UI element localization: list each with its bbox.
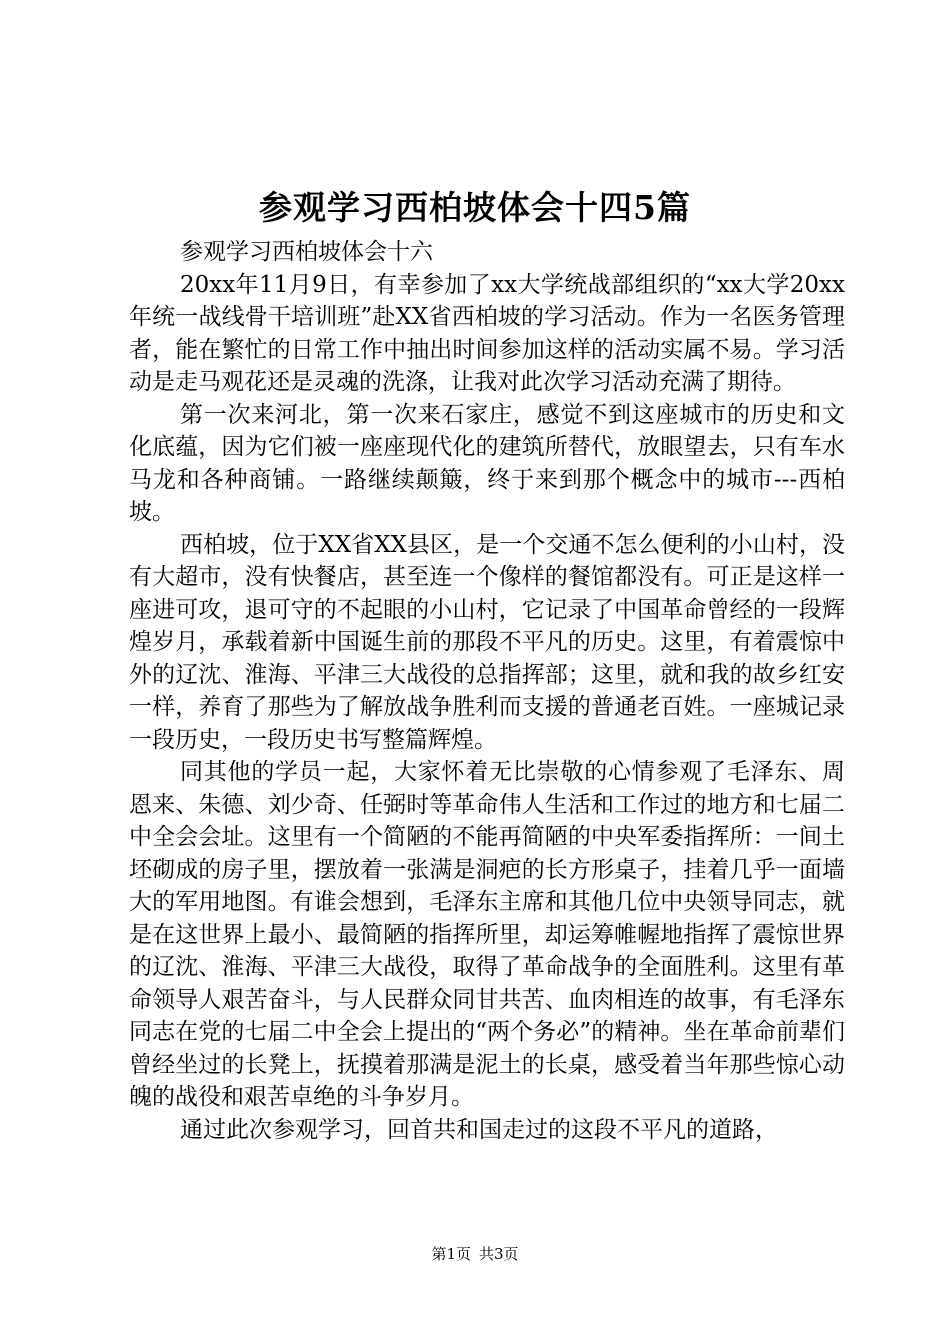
subtitle-paragraph: 参观学习西柏坡体会十六	[180, 239, 433, 265]
body-paragraph: 通过此次参观学习，回首共和国走过的这段不平凡的道路，	[180, 1116, 778, 1143]
body-paragraph: 第一次来河北，第一次来石家庄，感觉不到这座城市的历史和文化底蕴，因为它们被一座座现代化的建筑所替代，放眼望去，只有车水马龙和各种商铺。一路继续颠簸，终于来到那个概念中的城市---西柏坡。	[129, 401, 845, 525]
body-paragraph: 同其他的学员一起，大家怀着无比崇敬的心情参观了毛泽东、周恩来、朱德、刘少奇、任弼时等革命伟人生活和工作过的地方和七届二中全会会址。这里有一个简陋的不能再简陋的中央军委指挥所：一间土坯砌成的房子里，摆放着一张满是洞疤的长方形桌子，挂着几乎一面墙大的军用地图。有谁会想到，毛泽东主席和其他几位中央领导同志，就是在这世界上最小、最简陋的指挥所里，却运筹帷幄地指挥了震惊世界的辽沈、淮海、平津三大战役，取得了革命战争的全面胜利。这里有革命领导人艰苦奋斗，与人民群众同甘共苦、血肉相连的故事，有毛泽东同志在党的七届二中全会上提出的“两个务必”的精神。坐在革命前辈们曾经坐过的长凳上，抚摸着那满是泥土的长桌，感受着当年那些惊心动魄的战役和艰苦卓绝的斗争岁月。	[129, 759, 845, 1110]
document-body	[129, 236, 845, 1146]
document-title: 参观学习西柏坡体会十四5篇	[259, 188, 691, 227]
page-total: 共3页	[479, 1245, 519, 1263]
body-paragraph: 西柏坡，位于XX省XX县区，是一个交通不怎么便利的小山村，没有大超市，没有快餐店，甚至连一个像样的餐馆都没有。可正是这样一座进可攻，退可守的不起眼的小山村，它记录了中国革命曾经的一段辉煌岁月，承载着新中国诞生前的那段不平凡的历史。这里，有着震惊中外的辽沈、淮海、平津三大战役的总指挥部；这里，就和我的故乡红安一样，养育了那些为了解放战争胜利而支援的普通老百姓。一座城记录一段历史，一段历史书写整篇辉煌。	[129, 531, 845, 753]
body-paragraph: 20xx年11月9日，有幸参加了xx大学统战部组织的“xx大学20xx年统一战线骨干培训班”赴XX省西柏坡的学习活动。作为一名医务管理者，能在繁忙的日常工作中抽出时间参加这样的活动实属不易。学习活动是走马观花还是灵魂的洗涤，让我对此次学习活动充满了期待。	[129, 271, 845, 395]
page-footer	[0, 1242, 950, 1266]
page-number: 第1页	[431, 1245, 471, 1263]
